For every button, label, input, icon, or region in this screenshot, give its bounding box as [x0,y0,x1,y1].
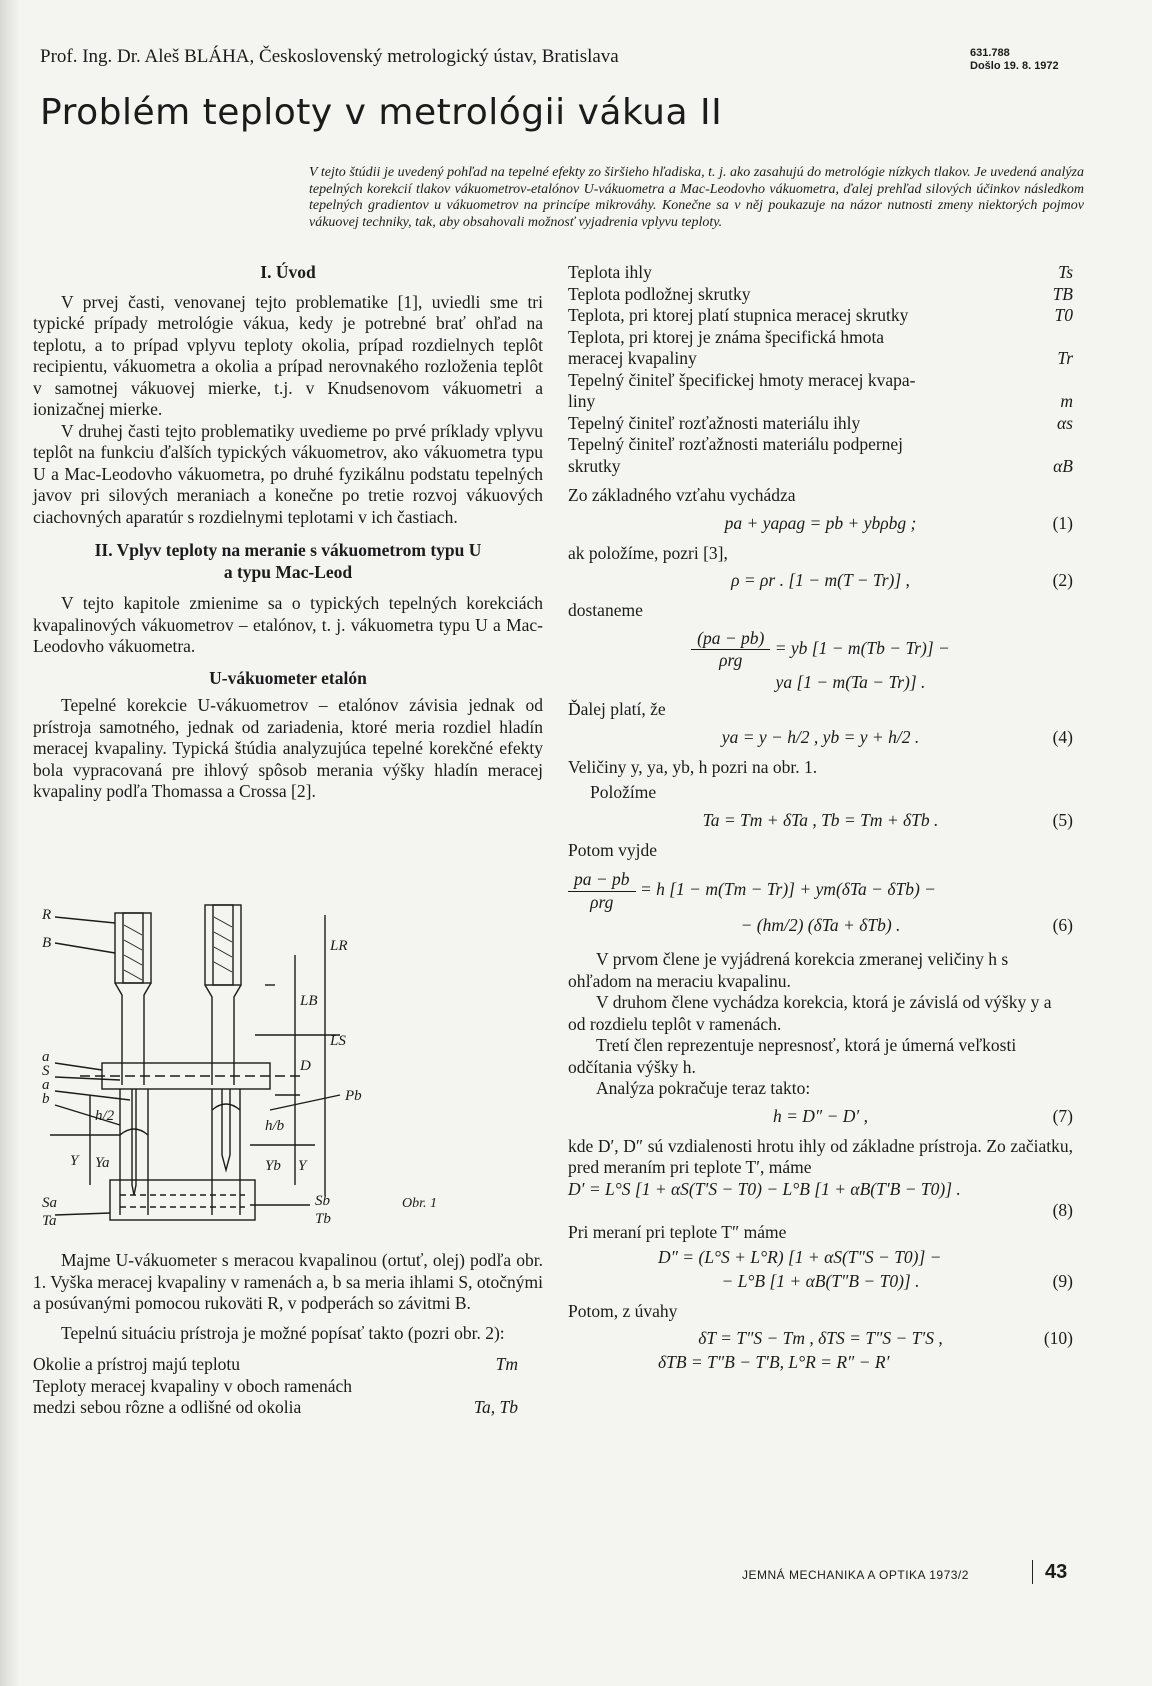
page-number: 43 [1045,1561,1068,1583]
paragraph: Majme U-vákuometer s meracou kvapalinou (ortuť, olej) podľa obr. 1. Vyška meracej kvapaliny v ramenách a, b sa meria ihlami S, otočnými a posúvanými pomocou rukoväti R, v podperách so závitmi B. [33,1250,543,1313]
label-Ta: Ta [42,1213,57,1229]
definition-row: Tepelný činiteľ rozťažnosti materiálu podpernej [568,434,904,454]
definition-row: Tepelný činiteľ rozťažnosti materiálu ihly αs [568,412,1073,433]
paragraph: V druhej časti tejto problematiky uvedieme po prvé príklady vplyvu teplôt na funkciu ďalších typických vákuometrov, ako vákuometra typu U a Mac-Leodovho vákuometra, po druhé fyzikálnu podstatu tepelných javov pri silových meraniach a konečne po tretie rozvoj vákuových ciachovných aparatúr s rozdielnymi teplotami v ich častiach. [33,420,543,527]
text-line: ak položíme, pozri [3], [568,542,728,563]
left-knob [115,913,151,983]
equation-3: $\frac{(pa - pb)}{\text{ρrg}}$ = yb [1 − m(Tb − Tr)] − [568,628,1073,672]
equation-1: pa + yaρag = pb + ybρbg ; (1) [724,512,1073,533]
equation-7: h = D″ − D′ , (7) [772,1105,1073,1126]
definition-row: liny m [568,391,1073,411]
label-Y-left: Y [70,1153,79,1169]
definition-row: Tepelný činiteľ špecifickej hmoty meracej kvapa- [568,369,916,390]
equation-9a: D″ = (L°S + L°R) [1 + αS(T″S − T0)] − [658,1247,942,1267]
definition-row: skrutky αB [568,455,1073,476]
label-D: D [300,1058,311,1074]
equation-8: D′ = L°S [1 + αS(T′S − T0) − L°B [1 + αB(T′B − T0)] . [568,1178,961,1199]
section-heading-2a: II. Vplyv teploty na meranie s vákuometrom typu U [94,540,482,560]
footer-divider [1032,1560,1033,1584]
label-Sb: Sb [315,1193,330,1209]
paragraph: Tepelné korekcie U-vákuometrov – etalónov závisia jednak od prístroja samotného, jednak od zariadenia, ktoré meria rozdiel hladín meracej kvapaliny. Typická štúdia analyzujúca tepelné korekčné efekty bola vypracovaná pre ihlový spôsob merania výšky hladín meracej kvapaliny podľa Thomassa a Crossa [2]. [33,695,543,801]
label-Ya: Ya [95,1155,110,1171]
equation-2: ρ = ρr . [1 − m(T − Tr)] , (2) [731,570,1073,590]
definition-row: Teplota, pri ktorej platí stupnica meracej skrutky T0 [568,305,1073,325]
label-LS: LS [330,1033,346,1049]
label-Yb: Yb [265,1158,281,1174]
label-a: a [42,1077,50,1093]
section-heading-intro: I. Úvod [260,262,316,282]
label-b: b [42,1091,50,1107]
text-line: dostaneme [568,600,643,620]
abstract: V tejto štúdii je uvedený pohľad na tepelné efekty zo širšieho hľadiska, t. j. ako zasahujú do metrológie nízkych tlakov. Je uvedená analýza tepelných korekcií tlakov vákuometrov-etalónov U-vákuometra a Mac-Leodovho vákuometra, ďalej prehľad silových účinkov následkom tepelných gradientov u vákuometrov na princípe mikrováhy. Konečne sa v něj poukazuje na názor nutnosti zmeny niektorých pojmov vákuovej techniky, tak, aby obsahovali možnosť vyjadrenia vplyvu teploty. [309,165,1084,230]
paragraph: V prvej časti, venovanej tejto problematike [1], uviedli sme tri typické prípady metrológie vákua, kedy je potrebné brať ohľad na teplotu, a to prípad vplyvu teploty okolia, prípad rozdielnych teplôt recipientu, vákuometra a okolia a prípad nerovnakého rozloženia teplôt v samotnej vákuovej mierke, t.j. v Knudsenovom vákuometri a ionizačnej mierke. [33,291,543,419]
label-Pb: Pb [345,1088,362,1104]
text-line: Veličiny y, ya, yb, h pozri na obr. 1. [568,756,818,777]
label-Tb: Tb [315,1211,331,1227]
equation-6: $\frac{pa - pb}{\text{ρrg}}$ = h [1 − m(Tm − Tr)] + ym(δTa − δTb) − [568,869,1073,913]
paragraph: kde D′, D″ sú vzdialenosti hrotu ihly od základne prístroja. Zo začiatku, pred meraním pri teplote T′, máme [568,1135,1073,1177]
label-Sa: Sa [42,1195,57,1211]
label-B: B [42,935,52,951]
definition-row: Teplota ihly Ts [568,262,1073,282]
equation-5: Ta = Tm + δTa , Tb = Tm + δTb . (5) [702,809,1073,830]
equation-10a: δT = T″S − Tm , δTS = T″S − T′S , (10) [698,1328,1073,1348]
right-column [568,262,1073,1374]
definition-row: Teplota podložnej skrutky TB [568,283,1073,304]
list-item: medzi sebou rôzne a odlišné od okolia Ta, Tb [33,1397,518,1417]
text-line: Potom vyjde [568,839,657,860]
udc-code: 631.788 [970,47,1010,59]
temperature-list [33,1354,543,1419]
label-h2: h/2 [95,1108,115,1124]
paragraph: Tretí člen reprezentuje nepresnosť, ktorá je úmerná veľkosti odčítania výšky h. [568,1035,1017,1077]
left-column-bottom [33,1250,543,1419]
label-a-top: a [42,1049,50,1065]
equation-9b: − L°B [1 + αB(T″B − T0)] . (9) [721,1270,1073,1291]
equation-number-8: (8) [1052,1200,1073,1220]
equation-10b: δTB = T″B − T′B, L°R = R″ − R′ [658,1352,890,1372]
list-item: Okolie a prístroj majú teplotu Tm [33,1354,518,1374]
paragraph: V druhom člene vychádza korekcia, ktorá je závislá od výšky y a od rozdielu teplôt v ramenách. [568,992,1052,1034]
paragraph: V tejto kapitole zmienime sa o typických tepelných korekciách kvapalinových vákuometrov – etalónov, t. j. vákuometra typu U a Mac-Leodovho vákuometra. [33,593,543,656]
scan-edge-shadow [0,0,20,1686]
udc-block [970,47,1059,73]
equation-6-cont: − (hm/2) (δTa + δTb) . (6) [740,915,1073,935]
text-line: Pri meraní pri teplote T″ máme [568,1221,787,1242]
right-knob [205,905,241,985]
label-S: S [42,1063,50,1079]
section-heading-2b: a typu Mac-Leod [223,561,353,582]
text-line: Zo základného vzťahu vychádza [568,485,796,505]
figure-u-vacuometer [40,895,460,1240]
label-LR: LR [330,938,348,954]
left-column-top [33,262,543,803]
subsection-heading: U-vákuometer etalón [209,667,367,688]
list-item: Teploty meracej kvapaliny v oboch ramenách [33,1375,352,1396]
label-LB: LB [300,993,318,1009]
journal-footer: JEMNÁ MECHANIKA A OPTIKA 1973/2 [742,1568,969,1582]
label-Y-right: Y [298,1158,307,1174]
received-date: Došlo 19. 8. 1972 [970,60,1059,72]
label-R: R [42,907,52,923]
definition-row: Teplota, pri ktorej je známa špecifická hmota [568,326,885,347]
figure-caption: Obr. 1 [402,1196,438,1211]
symbol-definitions [568,262,1073,477]
text-line: Položíme [590,782,657,802]
equation-3-cont: ya [1 − m(Ta − Tr)] . [775,671,926,692]
text-line: Ďalej platí, že [568,699,666,719]
article-title: Problém teploty v metrológii vákua II [40,92,723,133]
paragraph: V prvom člene je vyjádrená korekcia zmeranej veličiny h s ohľadom na meraciu kvapalinu. [568,949,1009,991]
label-hb: h/b [265,1118,285,1134]
paragraph: Tepelnú situáciu prístroja je možné popísať takto (pozri obr. 2): [61,1322,505,1343]
text-line: Potom, z úvahy [568,1300,678,1321]
paragraph: Analýza pokračuje teraz takto: [596,1078,811,1098]
equation-4: ya = y − h/2 , yb = y + h/2 . (4) [721,726,1073,747]
definition-row: meracej kvapaliny Tr [568,348,1073,368]
author-line: Prof. Ing. Dr. Aleš BLÁHA, Československý metrologický ústav, Bratislava [40,46,619,67]
